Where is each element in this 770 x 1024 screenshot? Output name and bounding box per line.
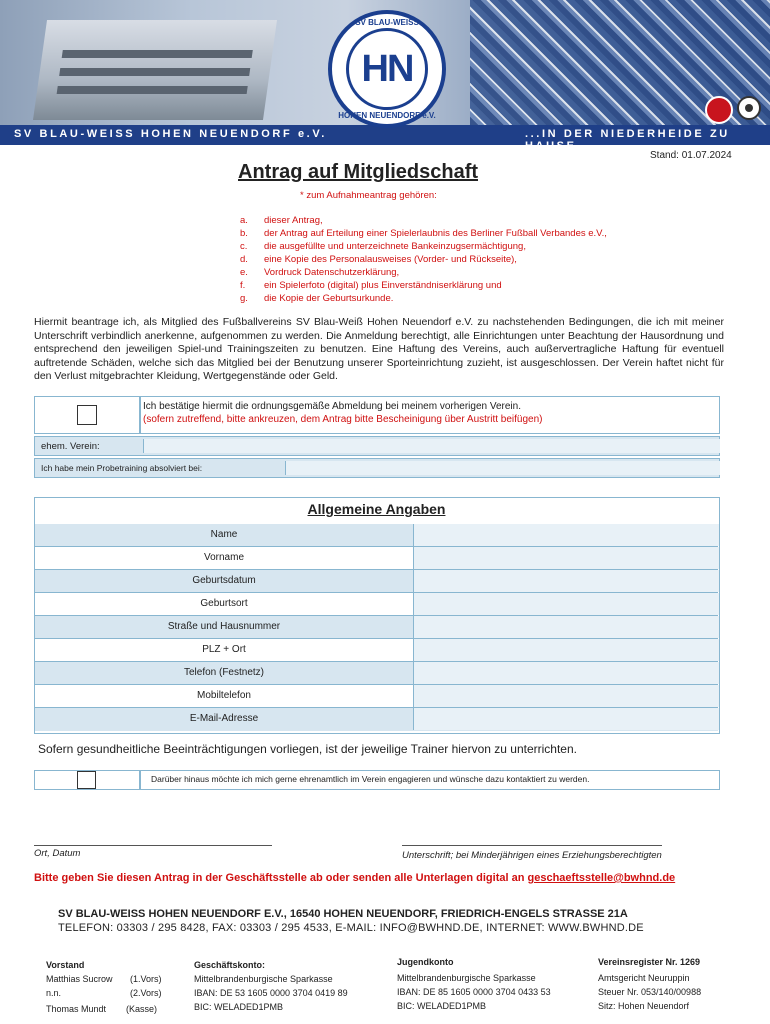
former-club-field[interactable] xyxy=(143,439,720,453)
youth-account xyxy=(397,955,551,1013)
intro-paragraph: Hiermit beantrage ich, als Mitglied des Fußballvereins SV Blau-Weiß Hohen Neuendorf e.V. zu nachstehenden Bedingungen, die ich mit meiner Unterschrift verbindlich anerkenne, aufgenommen zu werden. Die Anmeldung berechtigt, alle Einrichtungen unter Beachtung der Hausordnung und entsprechend den jeweiligen Spiel-und Trainingszeiten zu benutzen. Eine Haftung des Vereins, auch außervertragliche Haftung für eventuell auftretende Schäden, welche sich das Mitglied bei der Benutzung unserer Sporteinrichtung zuzieht, ist ausgeschlossen. Der Verein haftet nicht für den Verlust mitgebrachter Kleidung, Wertgegenstände oder Geld. xyxy=(34,316,724,382)
health-notice: Sofern gesundheitliche Beeinträchtigungen vorliegen, ist der jeweilige Trainer hiervon zu unterrichten. xyxy=(38,742,577,756)
crest-letters: HN xyxy=(361,48,413,90)
list-item: g. die Kopie der Geburtsurkunde. xyxy=(240,293,394,304)
list-item: f. ein Spielerfoto (digital) plus Einverständniserklärung und xyxy=(240,280,502,291)
stadium-image xyxy=(33,20,277,120)
register-info xyxy=(598,955,701,1013)
crest-bottom-text: HOHEN NEUENDORF e.V. xyxy=(338,111,436,120)
list-item: e. Vordruck Datenschutzerklärung, xyxy=(240,267,400,278)
board-heading: Vorstand xyxy=(46,960,85,970)
club-contact: TELEFON: 03303 / 295 8428, FAX: 03303 / 295 4533, E-MAIL: INFO@BWHND.DE, INTERNET: WWW.BWHND.DE xyxy=(58,922,644,934)
crest-top-text: SV BLAU-WEISS xyxy=(355,18,419,27)
list-item: d. eine Kopie des Personalausweises (Vorder- und Rückseite), xyxy=(240,254,517,265)
table-row: Name xyxy=(35,524,718,547)
table-row: Mobiltelefon xyxy=(35,685,718,708)
club-address: SV BLAU-WEISS HOHEN NEUENDORF E.V., 16540 HOHEN NEUENDORF, FRIEDRICH-ENGELS STRASSE 21A xyxy=(58,908,628,920)
register-heading: Vereinsregister Nr. 1269 xyxy=(598,957,701,967)
table-row: Telefon (Festnetz) xyxy=(35,662,718,685)
confirm-text xyxy=(143,400,543,426)
table-row: Geburtsdatum xyxy=(35,570,718,593)
deregistration-confirm-box xyxy=(34,396,720,434)
email-field[interactable] xyxy=(413,708,719,730)
signature-label: Unterschrift; bei Minderjährigen eines Erziehungsberechtigten xyxy=(402,850,662,861)
requirements-heading: * zum Aufnahmeantrag gehören: xyxy=(300,190,437,201)
firstname-field[interactable] xyxy=(413,547,719,569)
zip-city-field[interactable] xyxy=(413,639,719,661)
volunteer-checkbox[interactable] xyxy=(77,771,96,789)
confirm-line1: Ich bestätige hiermit die ordnungsgemäße Abmeldung bei meinem vorherigen Verein. xyxy=(143,401,521,412)
header-bar xyxy=(0,125,770,152)
general-data-table xyxy=(34,497,720,734)
trial-field[interactable] xyxy=(285,461,720,475)
club-crest-logo xyxy=(328,10,446,128)
youth-bank: Mittelbrandenburgische Sparkasse xyxy=(397,973,536,983)
table-row: Vorname xyxy=(35,547,718,570)
list-item: b. der Antrag auf Erteilung einer Spielerlaubnis des Berliner Fußball Verbandes e.V., xyxy=(240,228,607,239)
register-court: Amtsgericht Neuruppin xyxy=(598,973,690,983)
place-date-line[interactable] xyxy=(34,845,272,846)
board-info xyxy=(46,958,162,1016)
business-iban: IBAN: DE 53 1605 0000 3704 0419 89 xyxy=(194,988,348,998)
list-item: a. dieser Antrag, xyxy=(240,215,323,226)
stand-date: Stand: 01.07.2024 xyxy=(650,150,732,161)
youth-account-heading: Jugendkonto xyxy=(397,957,454,967)
birthplace-field[interactable] xyxy=(413,593,719,615)
email-link[interactable]: geschaeftsstelle@bwhnd.de xyxy=(527,872,676,884)
phone-field[interactable] xyxy=(413,662,719,684)
header-left-text: SV BLAU-WEISS HOHEN NEUENDORF e.V. xyxy=(14,128,327,140)
table-row: Geburtsort xyxy=(35,593,718,616)
trial-label: Ich habe mein Probetraining absolviert bei: xyxy=(41,463,203,473)
business-account xyxy=(194,958,348,1014)
trial-row xyxy=(34,458,720,478)
general-heading: Allgemeine Angaben xyxy=(35,498,718,525)
table-row: E-Mail-Adresse xyxy=(35,708,718,731)
list-item: Thomas Mundt (Kasse) xyxy=(46,1004,158,1014)
page-title: Antrag auf Mitgliedschaft xyxy=(238,161,479,183)
table-row: Straße und Hausnummer xyxy=(35,616,718,639)
street-field[interactable] xyxy=(413,616,719,638)
table-row: PLZ + Ort xyxy=(35,639,718,662)
volunteer-text: Darüber hinaus möchte ich mich gerne ehrenamtlich im Verein engagieren und wünsche dazu kontaktiert zu werden. xyxy=(151,774,590,784)
youth-iban: IBAN: DE 85 1605 0000 3704 0433 53 xyxy=(397,987,551,997)
former-club-label: ehem. Verein: xyxy=(41,441,100,452)
name-field[interactable] xyxy=(413,524,719,546)
submission-notice xyxy=(34,872,675,884)
signature-line[interactable] xyxy=(402,845,662,846)
requirements-list xyxy=(240,214,607,305)
birthdate-field[interactable] xyxy=(413,570,719,592)
confirm-line2: (sofern zutreffend, bitte ankreuzen, dem Antrag bitte Bescheinigung über Austritt beifügen) xyxy=(143,414,543,425)
register-tax: Steuer Nr. 053/140/00988 xyxy=(598,987,702,997)
business-bic: BIC: WELADED1PMB xyxy=(194,1002,284,1012)
former-club-row xyxy=(34,436,720,456)
federation-badge-icon xyxy=(705,96,733,124)
header-right-text: ...IN DER NIEDERHEIDE ZU HAUSE xyxy=(525,128,730,152)
list-item: n.n. (2.Vors) xyxy=(46,988,162,998)
business-account-heading: Geschäftskonto: xyxy=(194,960,266,970)
football-icon xyxy=(737,96,761,120)
mobile-field[interactable] xyxy=(413,685,719,707)
list-item: Matthias Sucrow (1.Vors) xyxy=(46,974,162,984)
register-seat: Sitz: Hohen Neuendorf xyxy=(598,1001,690,1011)
business-bank: Mittelbrandenburgische Sparkasse xyxy=(194,974,333,984)
notice-text: Bitte geben Sie diesen Antrag in der Geschäftsstelle ab oder senden alle Unterlagen digital an xyxy=(34,872,525,884)
volunteer-box xyxy=(34,770,720,790)
youth-bic: BIC: WELADED1PMB xyxy=(397,1001,487,1011)
place-date-label: Ort, Datum xyxy=(34,848,81,859)
deregistration-checkbox[interactable] xyxy=(77,405,97,425)
list-item: c. die ausgefüllte und unterzeichnete Bankeinzugsermächtigung, xyxy=(240,241,526,252)
